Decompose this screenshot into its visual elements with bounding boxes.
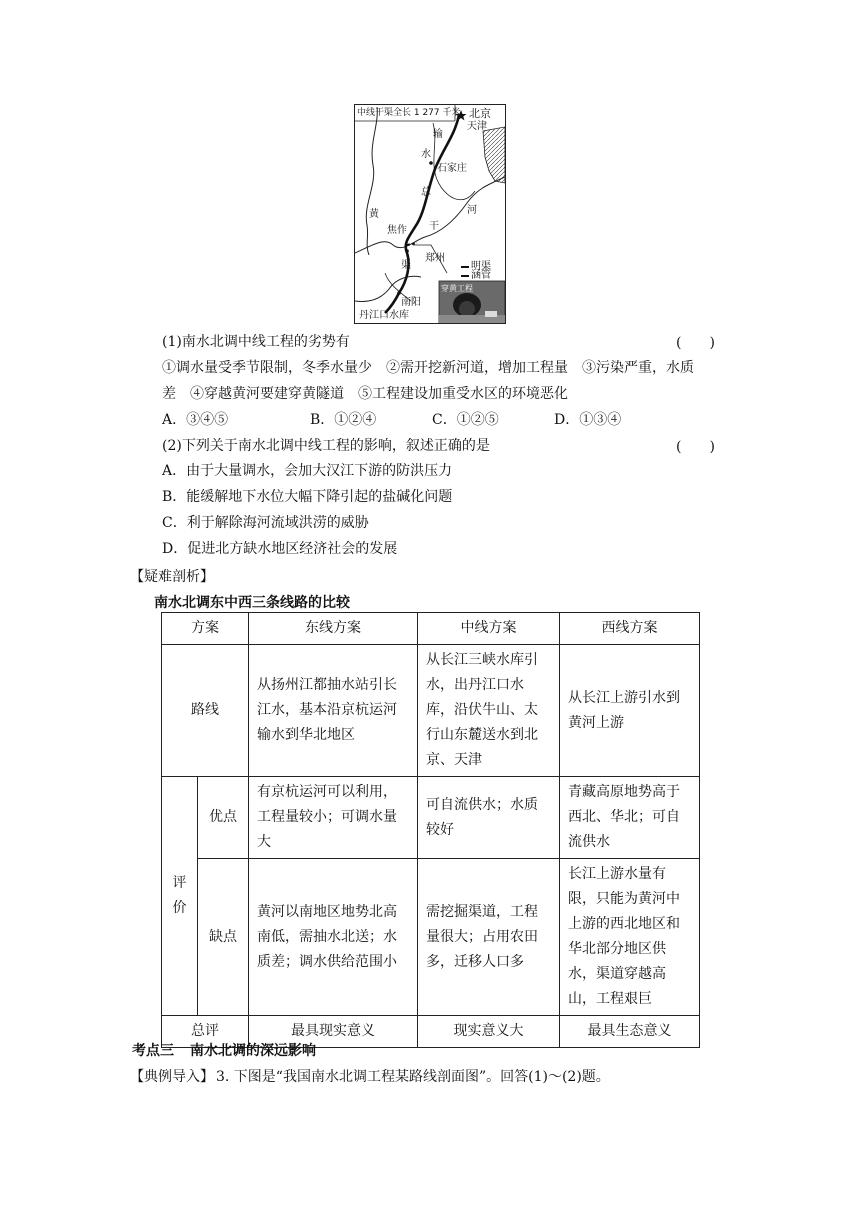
label-he: 河 (467, 205, 477, 216)
summary-label: 总评 (162, 1016, 249, 1048)
q1-option-a: A．③④⑤ (162, 412, 229, 428)
route-row (162, 645, 700, 777)
disadvantage-east: 黄河以南地区地势北高南低，需抽水北送；水质差；调水供给范围小 (249, 859, 418, 1016)
summary-west: 最具生态意义 (560, 1016, 700, 1048)
advantage-row (162, 777, 700, 859)
reservoir-label: 丹江口水库 (359, 310, 409, 321)
q1-option-d: D．①③④ (554, 412, 622, 428)
section-tag: 【疑难剖析】 (130, 569, 214, 585)
city-beijing: 北京 (469, 107, 491, 120)
summary-east: 最具现实意义 (249, 1016, 418, 1048)
legend-culvert-line (461, 275, 469, 277)
western-river (366, 107, 377, 255)
disadvantage-row (162, 859, 700, 1016)
canal-char-2: 水 (421, 149, 431, 160)
disadvantage-west: 长江上游水量有限，只能为黄河中上游的西北地区和华北部分地区供水，渠道穿越高山，工程艰巨 (560, 859, 700, 1016)
map-header: 中线干渠全长 1 277 千米 (357, 108, 461, 118)
route-middle: 从长江三峡水库引水，出丹江口水库，沿伏牛山、太行山东麓送水到北京、天津 (418, 645, 560, 777)
canal-route-map (354, 104, 506, 324)
q1-option-b: B．①②④ (310, 412, 377, 428)
header-west: 西线方案 (560, 613, 700, 645)
q1-statements-line2: 差 ④穿越黄河要建穿黄隧道 ⑤工程建设加重受水区的环境恶化 (162, 386, 568, 402)
q1-statements-line1: ①调水量受季节限制，冬季水量少 ②需开挖新河道，增加工程量 ③污染严重，水质 (162, 360, 694, 376)
advantage-west: 青藏高原地势高于西北、华北；可自流供水 (560, 777, 700, 859)
city-jiaozuo: 焦作 (387, 225, 407, 236)
city-nanyang: 南阳 (401, 297, 421, 308)
topic-title: 南水北调的深远影响 (190, 1043, 316, 1059)
advantage-east: 有京杭运河可以利用，工程量较小；可调水量大 (249, 777, 418, 859)
header-middle: 中线方案 (418, 613, 560, 645)
advantage-middle: 可自流供水；水质较好 (418, 777, 560, 859)
advantage-label: 优点 (198, 777, 249, 859)
eval-label: 评价 (162, 777, 198, 1016)
canal-char-5: 渠 (401, 260, 411, 271)
route-east: 从扬州江都抽水站引长江水，基本沿京杭运河输水到华北地区 (249, 645, 418, 777)
route-label: 路线 (162, 645, 249, 777)
city-zhengzhou: 郑州 (425, 253, 445, 264)
q2-stem: (2)下列关于南水北调中线工程的影响，叙述正确的是 (162, 438, 490, 454)
q2-option-b: B．能缓解地下水位大幅下降引起的盐碱化问题 (162, 489, 453, 505)
city-tianjin: 天津 (467, 121, 487, 132)
legend-channel: 明渠 (471, 261, 491, 272)
q2-answer-paren: ( ) (676, 439, 715, 455)
q1-stem: (1)南水北调中线工程的劣势有 (162, 334, 350, 350)
example-text: 3. 下图是“我国南水北调工程某路线剖面图”。回答(1)～(2)题。 (216, 1069, 610, 1085)
table-header-row (162, 613, 700, 645)
q1-answer-paren: ( ) (676, 335, 715, 351)
canal-char-3: 总 (421, 187, 431, 198)
disadvantage-middle: 需挖掘渠道，工程量很大；占用农田多，迁移人口多 (418, 859, 560, 1016)
q1-option-c: C．①②⑤ (432, 412, 499, 428)
photo-label: 穿黄工程 (441, 284, 473, 293)
q2-option-c: C．利于解除海河流域洪涝的威胁 (162, 515, 369, 531)
disadvantage-label: 缺点 (198, 859, 249, 1016)
header-plan: 方案 (162, 613, 249, 645)
header-east: 东线方案 (249, 613, 418, 645)
topic-label: 考点三 (132, 1043, 174, 1059)
city-shijiazhuang: 石家庄 (437, 163, 467, 174)
q2-option-a: A．由于大量调水，会加大汉江下游的防洪压力 (162, 463, 453, 479)
label-huang: 黄 (369, 209, 379, 220)
comparison-table (161, 612, 700, 1048)
q2-option-d: D．促进北方缺水地区经济社会的发展 (162, 541, 398, 557)
example-tag: 【典例导入】 (130, 1069, 214, 1085)
canal-char-1: 输 (433, 129, 443, 140)
summary-middle: 现实意义大 (418, 1016, 560, 1048)
route-west: 从长江上游引水到黄河上游 (560, 645, 700, 777)
legend-culvert: 涵管 (471, 270, 491, 281)
canal-char-4: 干 (429, 221, 439, 232)
table-title: 南水北调东中西三条线路的比较 (154, 595, 350, 611)
sea-area (483, 127, 505, 183)
legend-channel-line (461, 266, 469, 268)
